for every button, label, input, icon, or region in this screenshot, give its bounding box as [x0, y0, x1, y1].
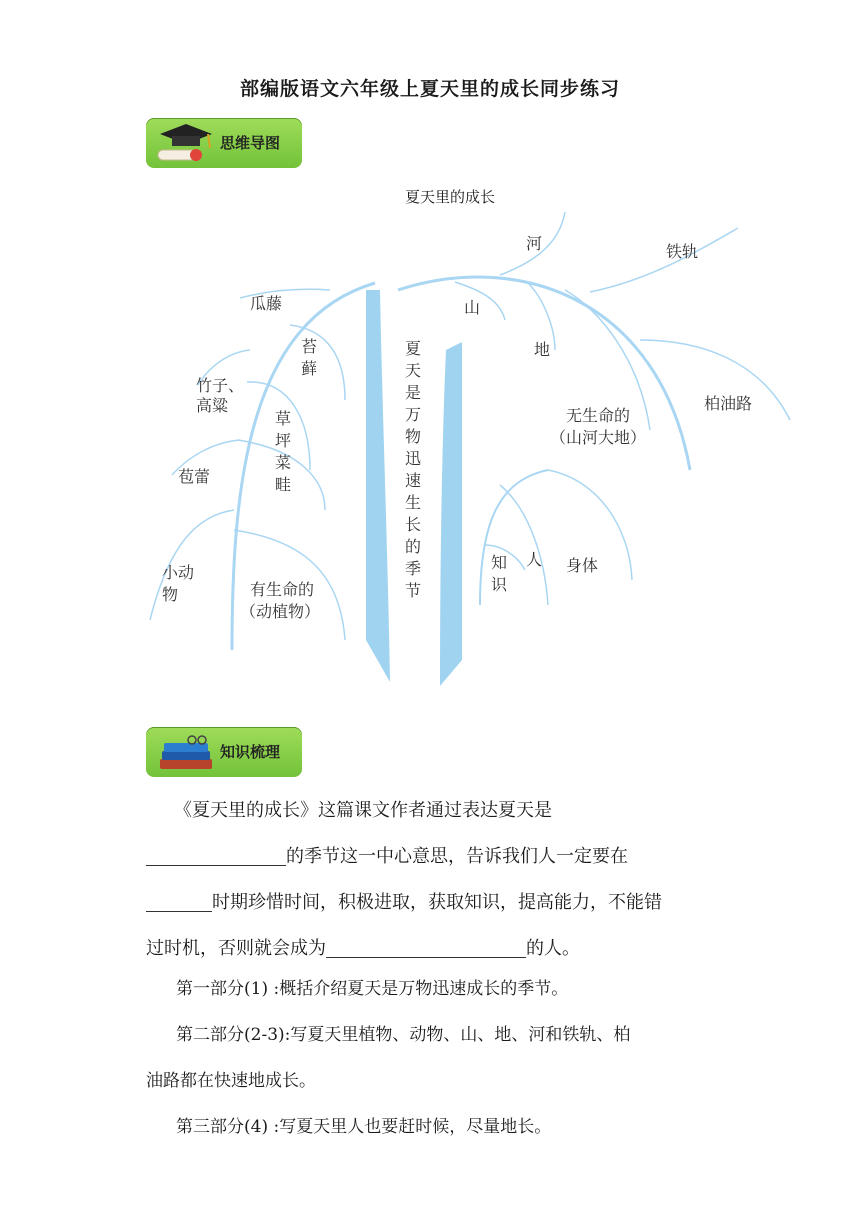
label-right-group-1: 无生命的 [566, 406, 631, 425]
section-label: 知识梳理 [220, 743, 281, 761]
blank-2[interactable] [146, 889, 212, 912]
blank-3[interactable] [326, 935, 526, 958]
summary-text-4: 过时机，否则就会成为 [146, 938, 326, 959]
label-zhishi: 知识 [490, 553, 507, 594]
label-left-group-2: （动植物） [240, 602, 321, 621]
label-person: 人 [526, 550, 543, 569]
graduation-cap-icon [152, 122, 218, 166]
summary-paragraph [146, 788, 716, 972]
summary-text-3: 时期珍惜时间，积极进取，获取知识，提高能力，不能错 [212, 892, 662, 913]
label-xiaodongwu-1: 小动 [162, 563, 195, 582]
label-center-trunk: 夏天是万物迅速生长的季节 [404, 339, 421, 600]
label-baolei: 苞蕾 [178, 467, 211, 486]
label-baiyoulu: 柏油路 [704, 394, 753, 413]
part-two-line1: 第二部分(2-3):写夏天里植物、动物、山、地、河和铁轨、柏 [176, 1025, 631, 1045]
blank-1[interactable] [146, 843, 286, 866]
part-three: 第三部分(4) :写夏天里人也要赶时候，尽量地长。 [176, 1117, 552, 1137]
mindmap-diagram [0, 180, 860, 700]
label-left-group-1: 有生命的 [250, 580, 315, 599]
part-one: 第一部分(1) :概括介绍夏天是万物迅速成长的季节。 [176, 979, 569, 999]
part-two-line2: 油路都在快速地成长。 [146, 1071, 316, 1091]
label-di: 地 [534, 340, 551, 359]
summary-text-5: 的人。 [526, 938, 580, 959]
label-shan: 山 [464, 298, 481, 317]
books-icon [152, 731, 218, 775]
mindmap-title: 夏天里的成长 [404, 188, 495, 206]
label-zhuzi: 竹子、 [196, 376, 245, 395]
section-label: 思维导图 [220, 134, 281, 152]
page-title: 部编版语文六年级上夏天里的成长同步练习 [239, 78, 620, 100]
label-xiaodongwu-2: 物 [162, 585, 179, 604]
summary-text-2: 的季节这一中心意思，告诉我们人一定要在 [286, 846, 628, 867]
label-he: 河 [526, 234, 543, 253]
label-tiegui: 铁轨 [666, 242, 699, 261]
label-caoping: 草坪菜畦 [274, 409, 291, 494]
label-gaoliang: 高粱 [196, 396, 229, 415]
label-guateng: 瓜藤 [250, 294, 283, 313]
label-shenti: 身体 [566, 556, 599, 575]
summary-text-1: 《夏天里的成长》这篇课文作者通过表达夏天是 [174, 800, 552, 821]
knowledge-section-badge [146, 727, 302, 777]
label-right-group-2: （山河大地） [550, 428, 647, 447]
label-taixian: 苔藓 [300, 337, 317, 378]
mindmap-section-badge [146, 118, 302, 168]
